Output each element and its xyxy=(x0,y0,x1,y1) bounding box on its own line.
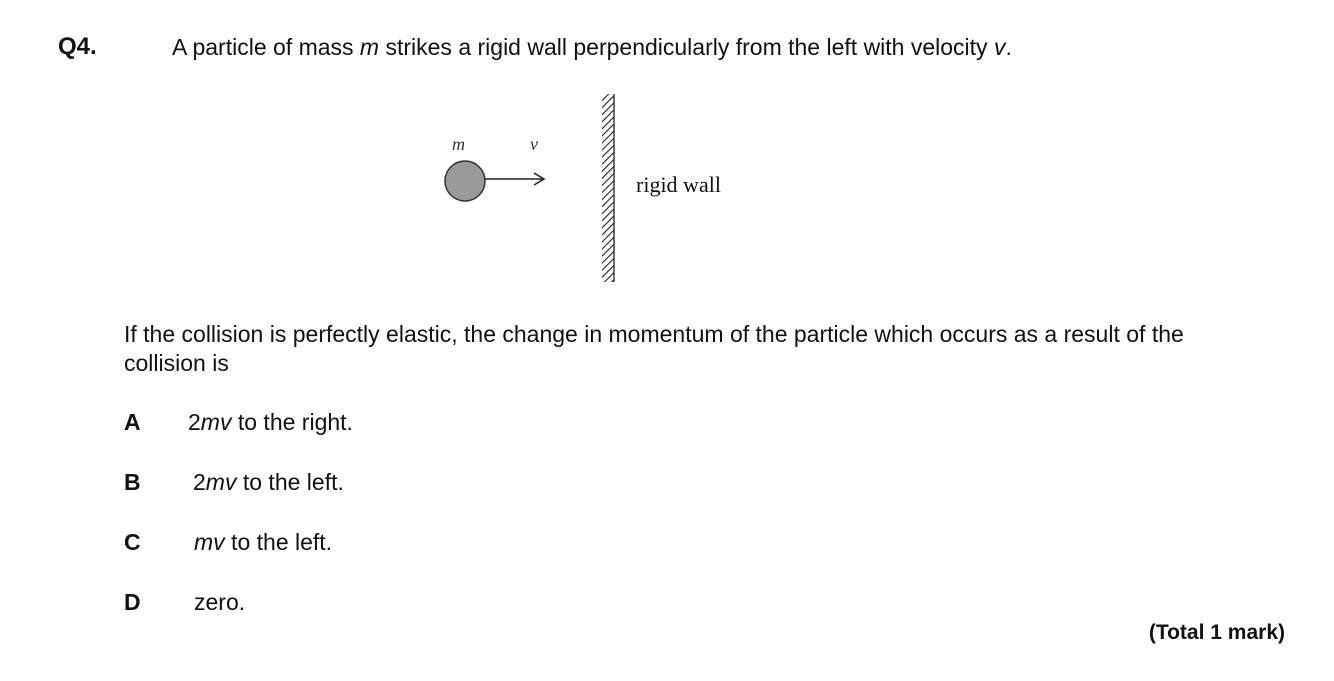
particle xyxy=(445,161,485,201)
question-stem xyxy=(172,34,1012,61)
option-coefficient: 2 xyxy=(193,469,206,495)
collision-diagram-svg xyxy=(430,88,770,288)
stem-velocity-symbol: v xyxy=(993,34,1006,60)
option-description: to the left. xyxy=(224,529,333,555)
option-text xyxy=(193,469,344,496)
option-text xyxy=(194,529,332,556)
option-text xyxy=(188,409,353,436)
option-description: zero. xyxy=(194,589,246,615)
stem-text-middle: strikes a rigid wall perpendicularly from the left with velocity xyxy=(379,34,994,60)
option-symbol: mv xyxy=(205,469,237,495)
option-coefficient: 2 xyxy=(188,409,201,435)
stem-text-start: A particle of mass xyxy=(172,34,360,60)
stem-text-end: . xyxy=(1005,34,1012,60)
stem-mass-symbol: m xyxy=(359,34,380,60)
option-description: to the left. xyxy=(236,469,344,495)
option-letter: C xyxy=(124,529,141,555)
mass-label: m xyxy=(452,134,465,154)
velocity-label: v xyxy=(530,134,538,154)
question-number: Q4. xyxy=(58,33,97,60)
option-text xyxy=(194,589,245,616)
option-symbol: mv xyxy=(200,409,232,435)
option-symbol: mv xyxy=(194,529,225,555)
option-description: to the right. xyxy=(231,409,353,435)
collision-diagram xyxy=(430,88,770,288)
wall-hatching xyxy=(602,94,614,282)
option-letter: A xyxy=(124,409,141,435)
question-condition: If the collision is perfectly elastic, the change in momentum of the particle which occurs as a result of the collision is xyxy=(124,321,1184,376)
wall-label: rigid wall xyxy=(636,172,721,197)
total-marks: (Total 1 mark) xyxy=(1148,621,1285,644)
option-letter: B xyxy=(124,469,141,495)
option-letter: D xyxy=(124,589,141,615)
